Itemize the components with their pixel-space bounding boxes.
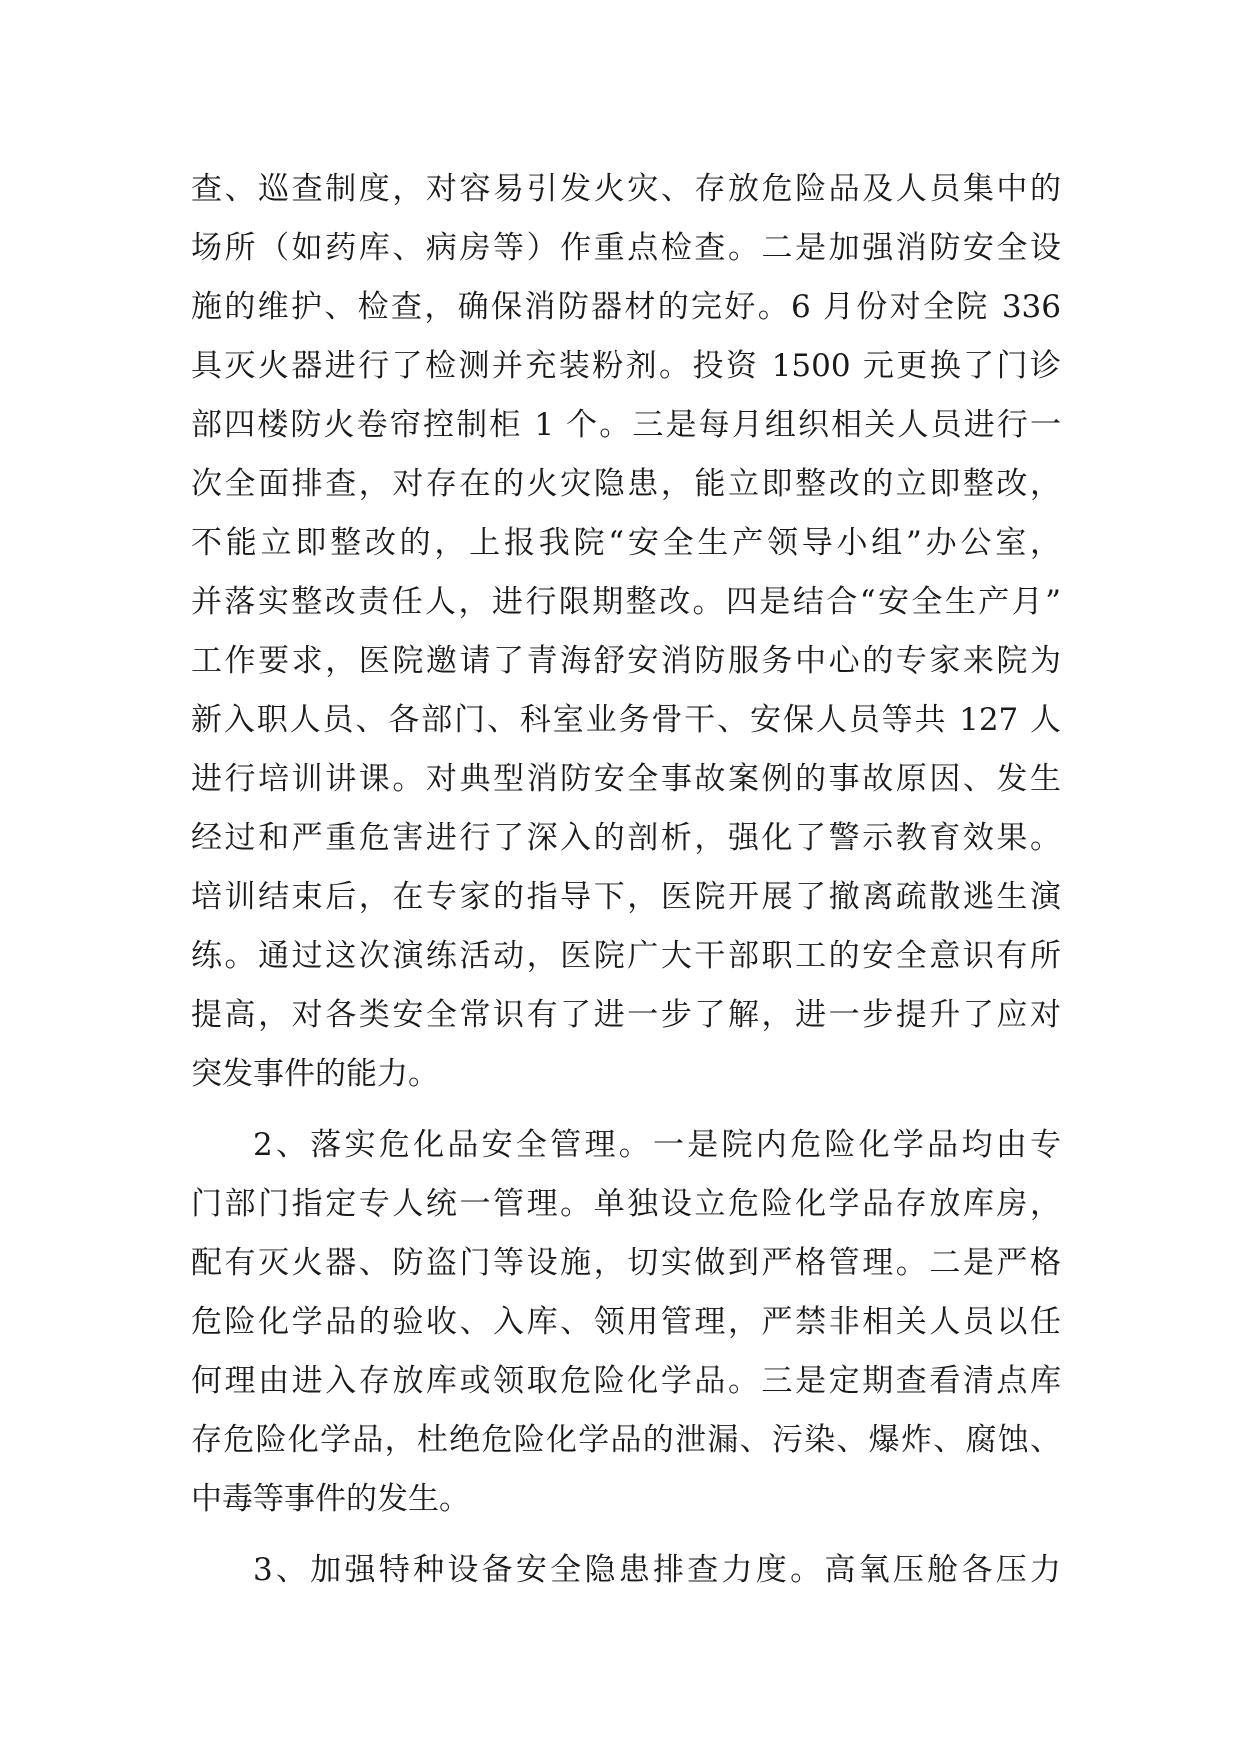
text-line: 门部门指定专人统一管理。单独设立危险化学品存放库房， bbox=[191, 1186, 1061, 1222]
paragraph-fire-safety bbox=[191, 160, 1061, 1104]
text-line: 危险化学品的验收、入库、领用管理，严禁非相关人员以任 bbox=[191, 1304, 1061, 1340]
text-line: 2、落实危化品安全管理。一是院内危险化学品均由专 bbox=[253, 1127, 1061, 1163]
text-line: 3、加强特种设备安全隐患排查力度。高氧压舱各压力 bbox=[253, 1552, 1061, 1588]
body-text bbox=[191, 160, 1061, 1600]
text-line: 练。通过这次演练活动，医院广大干部职工的安全意识有所 bbox=[191, 938, 1061, 974]
text-line: 配有灭火器、防盗门等设施，切实做到严格管理。二是严格 bbox=[191, 1245, 1061, 1281]
text-line: 存危险化学品，杜绝危险化学品的泄漏、污染、爆炸、腐蚀、 bbox=[191, 1422, 1061, 1458]
text-line: 新入职人员、各部门、科室业务骨干、安保人员等共 127 人 bbox=[191, 702, 1061, 738]
text-line: 查、巡查制度，对容易引发火灾、存放危险品及人员集中的 bbox=[191, 171, 1061, 207]
text-line: 次全面排查，对存在的火灾隐患，能立即整改的立即整改， bbox=[191, 466, 1061, 502]
text-line: 并落实整改责任人，进行限期整改。四是结合“安全生产月” bbox=[191, 584, 1061, 620]
text-line: 突发事件的能力。 bbox=[191, 1056, 439, 1092]
text-line: 场所（如药库、病房等）作重点检查。二是加强消防安全设 bbox=[191, 230, 1061, 266]
text-line: 提高，对各类安全常识有了进一步了解，进一步提升了应对 bbox=[191, 997, 1061, 1033]
text-line: 培训结束后，在专家的指导下，医院开展了撤离疏散逃生演 bbox=[191, 879, 1061, 915]
text-line: 不能立即整改的，上报我院“安全生产领导小组”办公室， bbox=[191, 525, 1061, 561]
text-line: 进行培训讲课。对典型消防安全事故案例的事故原因、发生 bbox=[191, 761, 1061, 797]
paragraph-special-equipment bbox=[191, 1541, 1061, 1600]
text-line: 具灭火器进行了检测并充装粉剂。投资 1500 元更换了门诊 bbox=[191, 348, 1061, 384]
text-line: 工作要求，医院邀请了青海舒安消防服务中心的专家来院为 bbox=[191, 643, 1061, 679]
text-line: 部四楼防火卷帘控制柜 1 个。三是每月组织相关人员进行一 bbox=[191, 407, 1061, 443]
paragraph-hazardous-chemicals bbox=[191, 1116, 1061, 1529]
text-line: 中毒等事件的发生。 bbox=[191, 1481, 470, 1517]
text-line: 经过和严重危害进行了深入的剖析，强化了警示教育效果。 bbox=[191, 820, 1061, 856]
text-line: 何理由进入存放库或领取危险化学品。三是定期查看清点库 bbox=[191, 1363, 1061, 1399]
text-line: 施的维护、检查，确保消防器材的完好。6 月份对全院 336 bbox=[191, 289, 1061, 325]
